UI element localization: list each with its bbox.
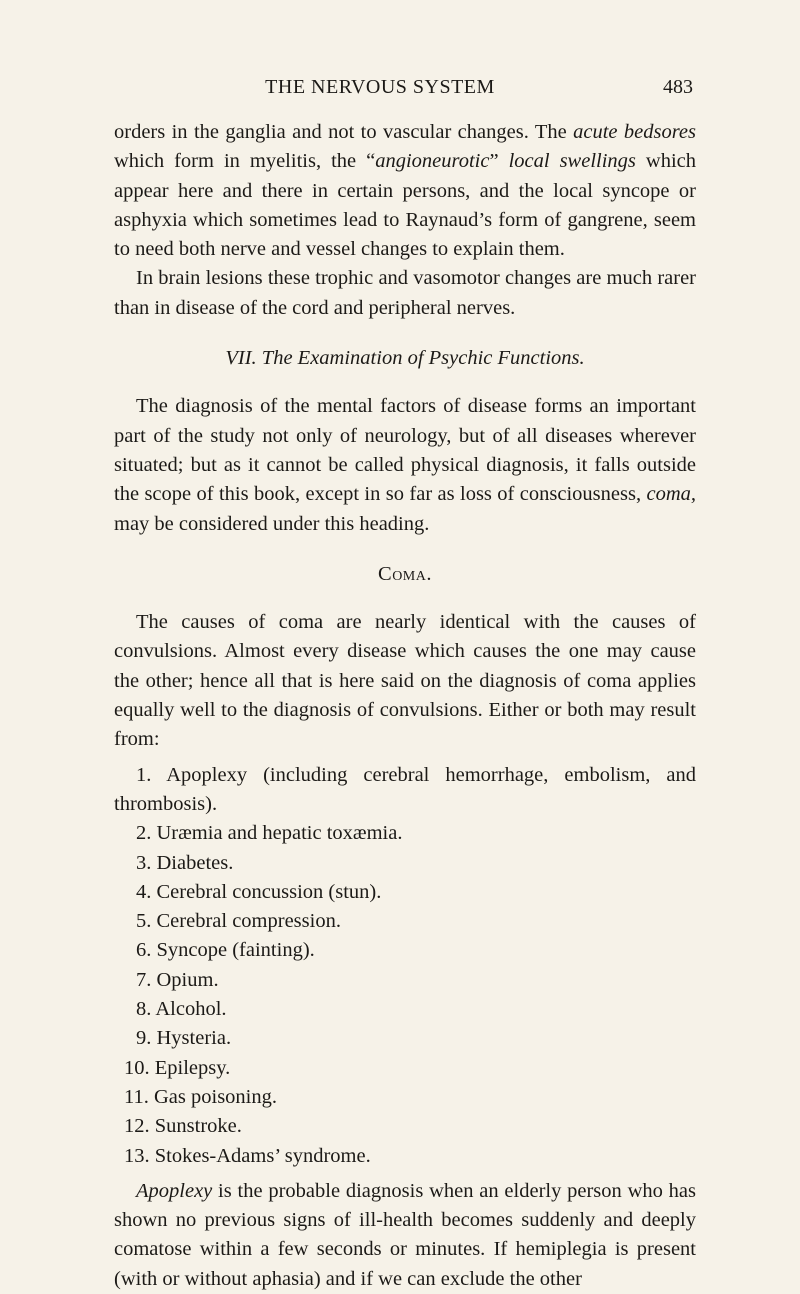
list-item: 13. Stokes-Adams’ syndrome.: [124, 1144, 371, 1167]
page-number: 483: [663, 76, 693, 98]
list-item: 5. Cerebral compression.: [136, 910, 341, 933]
list-item: 10. Epilepsy.: [124, 1056, 231, 1079]
paragraph-apoplexy: Apoplexy is the probable diagnosis when an elderly person who has shown no previous signs of ill-health becomes suddenly and deeply comatose within a few seconds or minutes. If hemiplegia is present (with or without aphasia) and if we can exclude the other: [114, 1179, 696, 1290]
list-item: 4. Cerebral concussion (stun).: [136, 880, 382, 903]
list-item: 3. Diabetes.: [136, 851, 234, 874]
causes-list: [114, 761, 696, 1171]
list-item: 8. Alcohol.: [136, 998, 227, 1021]
list-item: 6. Syncope (fainting).: [136, 939, 315, 962]
subheading-coma: Coma.: [378, 562, 432, 585]
list-item: 1. Apoplexy (including cerebral hemorrhage, embolism, and thrombosis).: [114, 763, 696, 815]
list-item: 9. Hysteria.: [136, 1027, 232, 1050]
body-text: [114, 118, 696, 1294]
paragraph-psychic-functions: The diagnosis of the mental factors of disease forms an important part of the study not only of neurology, but of all diseases wherever situated; but as it cannot be called physical diagnosis, it falls outside the scope of this book, except in so far as loss of consciousness, coma, may be considered under this heading.: [114, 395, 696, 535]
paragraph-bedsores: orders in the ganglia and not to vascular changes. The acute bedsores which form in myelitis, the “angioneurotic” local swellings which appear here and there in certain persons, and the local syncope or asphyxia which sometimes lead to Raynaud’s form of gangrene, seem to need both nerve and vessel changes to explain them.: [114, 121, 697, 261]
list-item: 2. Uræmia and hepatic toxæmia.: [136, 822, 403, 845]
list-item: 12. Sunstroke.: [124, 1115, 242, 1138]
paragraph-brain-lesions: In brain lesions these trophic and vasomotor changes are much rarer than in disease of the cord and peripheral nerves.: [114, 267, 696, 319]
paragraph-coma-causes: The causes of coma are nearly identical with the causes of convulsions. Almost every disease which causes the one may cause the other; hence all that is here said on the diagnosis of coma applies equally well to the diagnosis of convulsions. Either or both may result from:: [114, 611, 696, 751]
list-item: 11. Gas poisoning.: [124, 1085, 277, 1108]
running-head: THE NERVOUS SYSTEM: [265, 76, 495, 98]
section-heading: VII. The Examination of Psychic Functions.: [225, 347, 585, 370]
list-item: 7. Opium.: [136, 968, 219, 991]
